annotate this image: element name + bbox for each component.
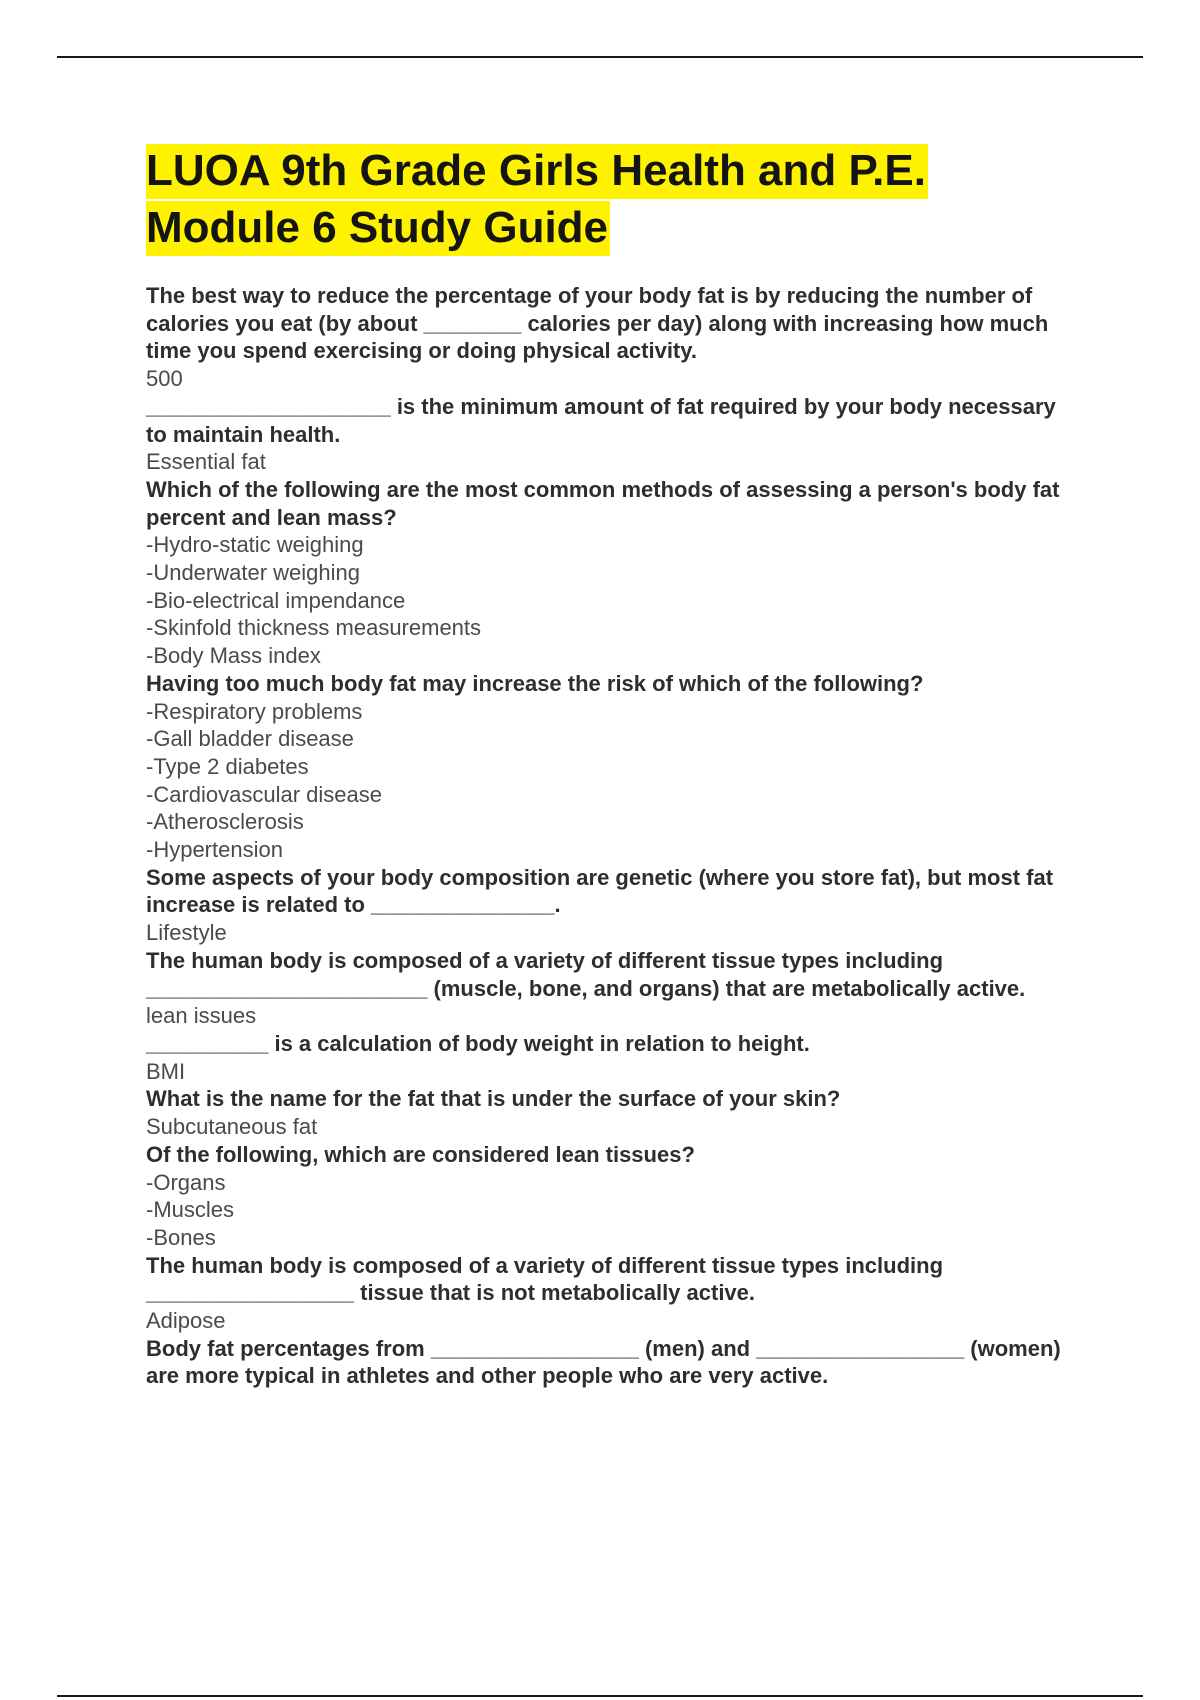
- title-line-2: Module 6 Study Guide: [146, 201, 610, 256]
- question-text: Some aspects of your body composition are genetic (where you store fat), but most fat increase is related to _______________.: [146, 864, 1060, 918]
- answer-text: BMI: [146, 1058, 186, 1084]
- question-text: __________ is a calculation of body weight in relation to height.: [146, 1030, 810, 1056]
- answer-text: -Skinfold thickness measurements: [146, 615, 482, 641]
- answer-text: 500: [146, 366, 183, 392]
- qa-item: [146, 393, 1066, 476]
- top-rule: [57, 56, 1143, 58]
- qa-list: [146, 282, 1066, 1390]
- qa-item: [146, 1141, 1066, 1252]
- question-text: Body fat percentages from _________________ (men) and _________________ (women) are more typical in athletes and other people who are very active.: [146, 1335, 1067, 1389]
- bottom-rule: [57, 1695, 1143, 1697]
- study-guide-document: [146, 142, 1066, 1390]
- question-text: Having too much body fat may increase the risk of which of the following?: [146, 670, 924, 696]
- answer-text: Adipose: [146, 1308, 226, 1334]
- answer-text: -Body Mass index: [146, 643, 321, 669]
- qa-item: [146, 947, 1066, 1030]
- question-text: The best way to reduce the percentage of your body fat is by reducing the number of calories you eat (by about ________ calories per day) along with increasing how much time you spend exercising or doing physical activity.: [146, 283, 1055, 364]
- qa-item: [146, 282, 1066, 393]
- qa-item: [146, 1085, 1066, 1140]
- question-text: ____________________ is the minimum amount of fat required by your body necessary to maintain health.: [146, 393, 1062, 447]
- answer-text: -Muscles: [146, 1197, 235, 1223]
- answer-text: -Hypertension: [146, 837, 283, 863]
- answer-text: -Bio-electrical impendance: [146, 587, 406, 613]
- answer-text: lean issues: [146, 1003, 257, 1029]
- answer-text: -Type 2 diabetes: [146, 753, 309, 779]
- answer-text: -Gall bladder disease: [146, 726, 354, 752]
- question-text: Of the following, which are considered lean tissues?: [146, 1141, 695, 1167]
- question-text: The human body is composed of a variety of different tissue types including _________________ tissue that is not metabolically active.: [146, 1252, 950, 1306]
- answer-text: Lifestyle: [146, 920, 227, 946]
- answer-text: -Respiratory problems: [146, 698, 363, 724]
- answer-text: -Hydro-static weighing: [146, 532, 364, 558]
- answer-text: -Bones: [146, 1224, 216, 1250]
- answer-text: Subcutaneous fat: [146, 1114, 318, 1140]
- qa-item: [146, 476, 1066, 670]
- title-line-1: LUOA 9th Grade Girls Health and P.E.: [146, 144, 928, 199]
- qa-item: [146, 670, 1066, 864]
- question-text: The human body is composed of a variety of different tissue types including _______________________ (muscle, bone, and organs) that are metabolically active.: [146, 947, 1026, 1001]
- question-text: Which of the following are the most common methods of assessing a person's body fat percent and lean mass?: [146, 476, 1066, 530]
- qa-item: [146, 1030, 1066, 1085]
- qa-item: [146, 1252, 1066, 1335]
- question-text: What is the name for the fat that is under the surface of your skin?: [146, 1086, 841, 1112]
- qa-item: [146, 864, 1066, 947]
- answer-text: -Atherosclerosis: [146, 809, 304, 835]
- answer-text: Essential fat: [146, 449, 266, 475]
- qa-item: [146, 1335, 1066, 1390]
- answer-text: -Organs: [146, 1169, 226, 1195]
- answer-text: -Underwater weighing: [146, 560, 360, 586]
- document-title: [146, 142, 1066, 256]
- answer-text: -Cardiovascular disease: [146, 781, 382, 807]
